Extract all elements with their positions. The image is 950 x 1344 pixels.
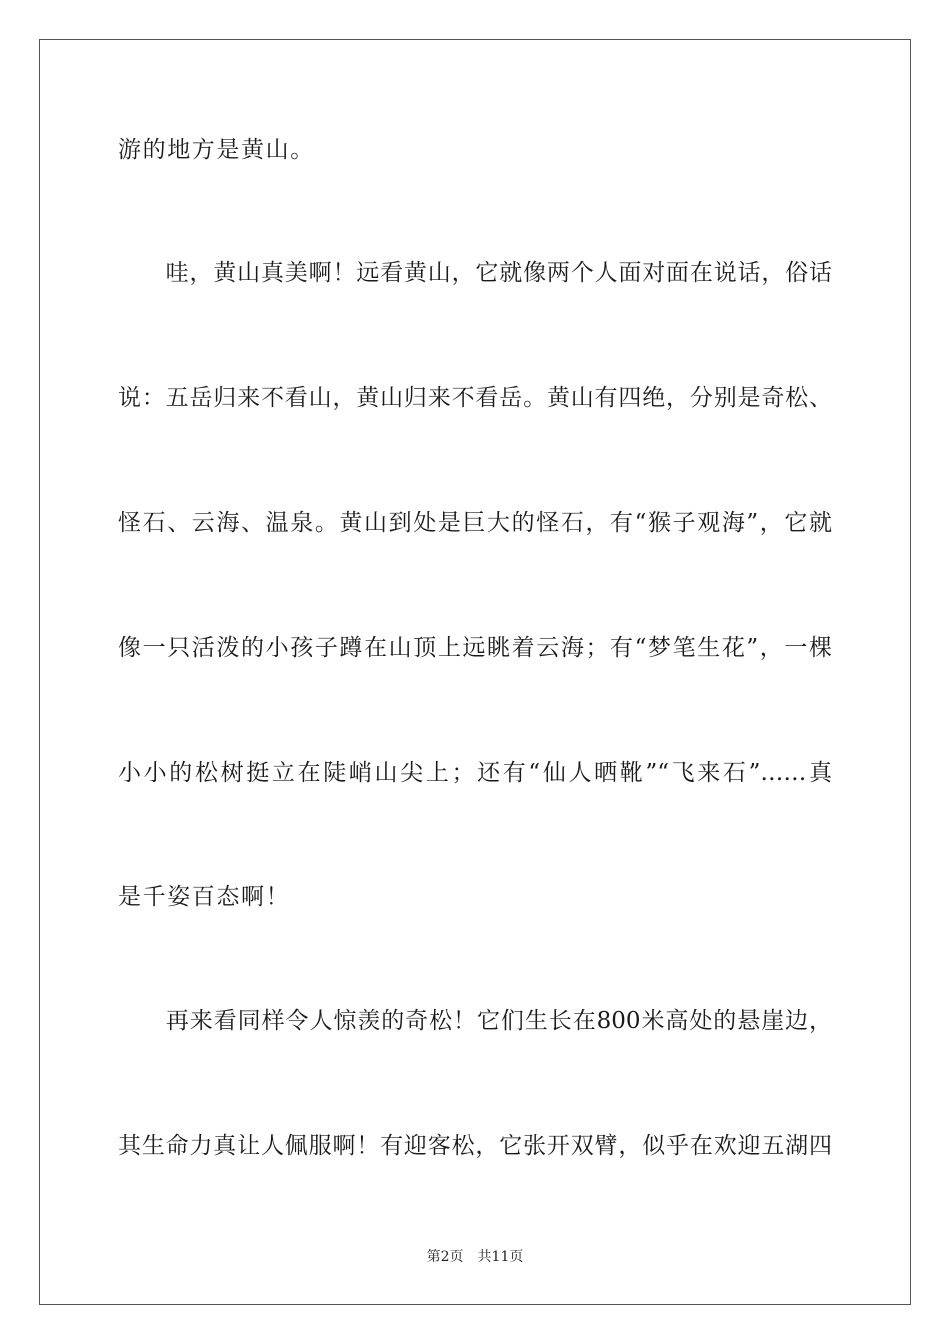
text-line-1: 游的地方是黄山。 — [118, 137, 315, 163]
page-number: 第2页 — [426, 1249, 464, 1265]
page-footer — [0, 1248, 950, 1266]
page-frame — [39, 39, 911, 1305]
text-line-3: 说：五岳归来不看山，黄山归来不看岳。黄山有四绝，分别是奇松、 — [118, 385, 832, 411]
text-line-6: 小小的松树挺立在陡峭山尖上；还有“仙人晒靴”“飞来石”……真 — [118, 760, 832, 786]
text-line-8: 再来看同样令人惊羡的奇松！它们生长在800米高处的悬崖边， — [118, 1008, 832, 1034]
text-line-4: 怪石、云海、温泉。黄山到处是巨大的怪石，有“猴子观海”，它就 — [118, 510, 832, 536]
page-total: 共11页 — [477, 1249, 524, 1265]
text-line-7: 是千姿百态啊！ — [118, 884, 291, 910]
text-line-5: 像一只活泼的小孩子蹲在山顶上远眺着云海；有“梦笔生花”，一棵 — [118, 635, 832, 661]
text-line-2: 哇，黄山真美啊！远看黄山，它就像两个人面对面在说话，俗话 — [118, 260, 832, 286]
text-line-9: 其生命力真让人佩服啊！有迎客松，它张开双臂，似乎在欢迎五湖四 — [118, 1133, 832, 1159]
